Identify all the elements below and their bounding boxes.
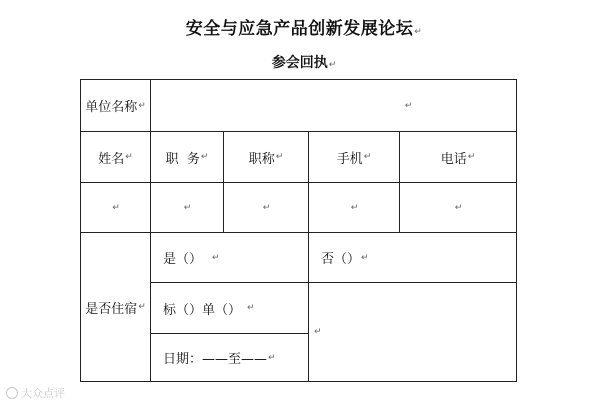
- paragraph-mark: ↵: [314, 327, 322, 337]
- document-subtitle: [0, 52, 608, 72]
- paragraph-mark: ↵: [247, 303, 255, 313]
- paragraph-mark: ↵: [467, 152, 476, 162]
- watermark-logo-icon: [6, 387, 18, 399]
- document-subtitle-text: 参会回执: [271, 55, 328, 71]
- paragraph-mark: ↵: [275, 152, 284, 162]
- name-header-text: 姓名: [98, 151, 125, 167]
- date-text: 日期：——至——: [163, 352, 268, 367]
- unit-name-label-text: 单位名称: [85, 100, 138, 115]
- title-header: [224, 132, 308, 182]
- registration-form-table: [80, 79, 517, 382]
- watermark-text: 大众点评: [21, 387, 65, 400]
- phone-header: [400, 132, 516, 182]
- paragraph-mark: ↵: [200, 152, 209, 162]
- title-header-text: 职称: [248, 151, 275, 167]
- position-header-text: 职 务: [165, 151, 200, 167]
- phone-field[interactable]: [400, 183, 516, 232]
- title-field[interactable]: [224, 183, 308, 232]
- watermark: [6, 385, 65, 401]
- lodging-yes-option[interactable]: [163, 233, 303, 282]
- lodging-notes-field[interactable]: [313, 283, 513, 381]
- room-type-text: 标（）单（）: [163, 302, 242, 318]
- name-field[interactable]: [81, 183, 150, 232]
- date-field[interactable]: [163, 334, 306, 381]
- position-header: [151, 132, 223, 182]
- lodging-yes-text: 是（）: [163, 252, 203, 267]
- paragraph-mark: ↵: [183, 202, 192, 213]
- paragraph-mark: ↵: [328, 60, 337, 70]
- paragraph-mark: ↵: [361, 252, 369, 263]
- lodging-no-text: 否（）: [321, 252, 361, 267]
- paragraph-mark: ↵: [262, 202, 271, 213]
- paragraph-mark: ↵: [363, 152, 372, 162]
- phone-header-text: 电话: [440, 151, 467, 167]
- document-title: [0, 14, 608, 39]
- unit-name-field[interactable]: [151, 80, 516, 131]
- mobile-field[interactable]: [309, 183, 399, 232]
- paragraph-mark: ↵: [125, 152, 133, 162]
- unit-name-label: [81, 80, 150, 131]
- paragraph-mark: ↵: [404, 100, 413, 111]
- paragraph-mark: ↵: [268, 352, 276, 363]
- lodging-label-text: 是否住宿: [85, 301, 138, 317]
- paragraph-mark: ↵: [138, 302, 146, 312]
- paragraph-mark: ↵: [414, 27, 423, 37]
- position-field[interactable]: [151, 183, 223, 232]
- paragraph-mark: ↵: [112, 202, 120, 213]
- room-type-option[interactable]: [163, 283, 303, 333]
- paragraph-mark: ↵: [138, 100, 146, 111]
- paragraph-mark: ↵: [454, 202, 463, 213]
- lodging-label: [81, 233, 150, 381]
- name-header: [81, 132, 150, 182]
- mobile-header: [309, 132, 399, 182]
- lodging-no-option[interactable]: [321, 233, 511, 282]
- document-title-text: 安全与应急产品创新发展论坛: [185, 19, 414, 39]
- paragraph-mark: ↵: [350, 202, 359, 213]
- paragraph-mark: ↵: [212, 252, 220, 263]
- mobile-header-text: 手机: [336, 151, 363, 167]
